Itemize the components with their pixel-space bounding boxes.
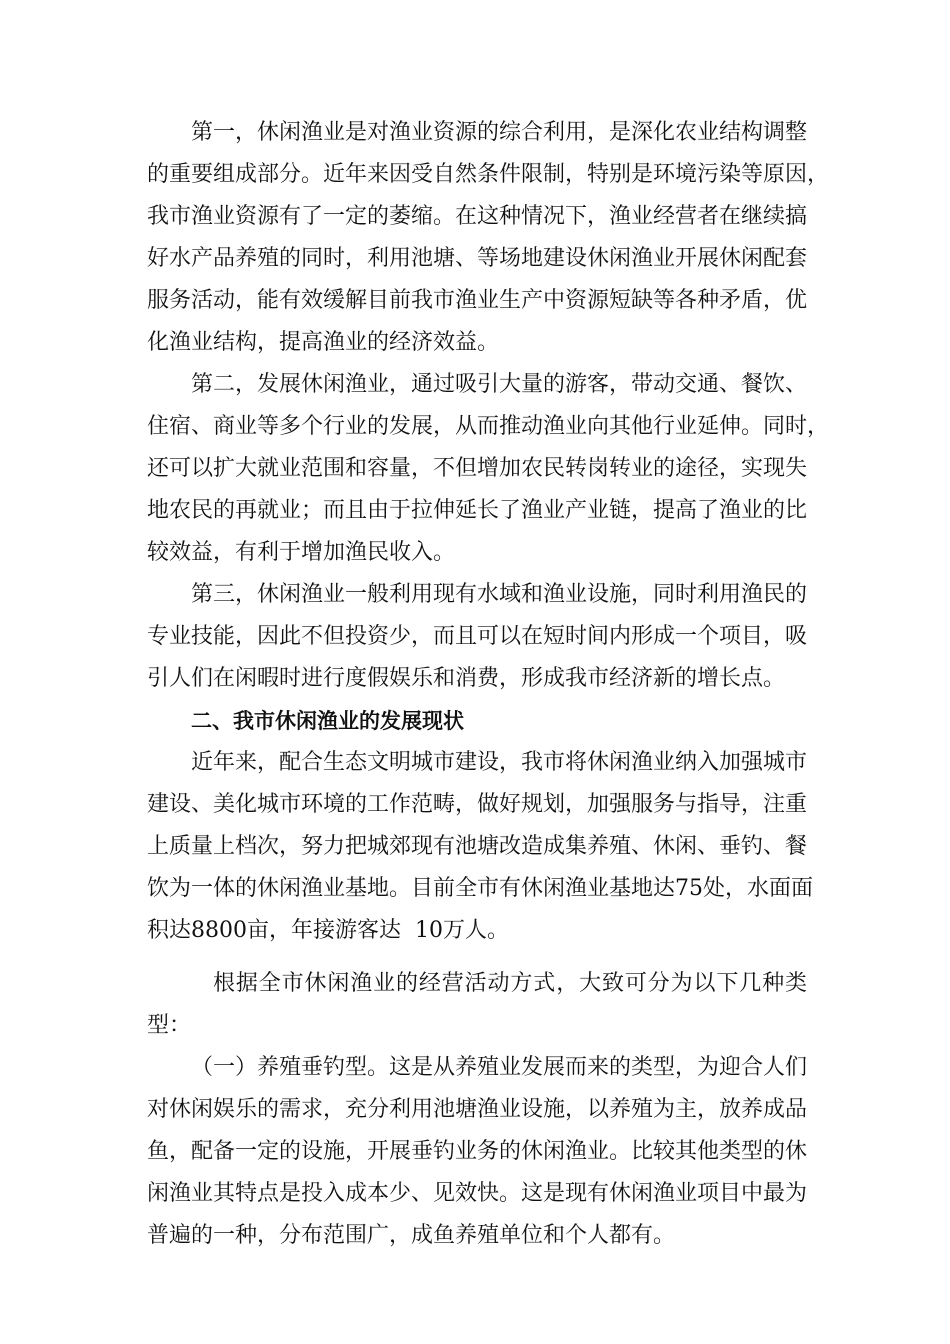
paragraph-2-line-4: 地农民的再就业；而且由于拉伸延长了渔业产业链，提高了渔业的比 — [147, 498, 808, 523]
paragraph-2-line-3: 还可以扩大就业范围和容量，不但增加农民转岗转业的途径，实现失 — [147, 456, 808, 481]
paragraph-4-line-2: 建设、美化城市环境的工作范畴，做好规划，加强服务与指导，注重 — [147, 792, 808, 817]
paragraph-4-line-4: 饮为一体的休闲渔业基地。目前全市有休闲渔业基地达75处，水面面 — [147, 876, 813, 901]
paragraph-3-line-2: 专业技能，因此不但投资少，而且可以在短时间内形成一个项目，吸 — [147, 624, 808, 649]
paragraph-6-line-4: 闲渔业其特点是投入成本少、见效快。这是现有休闲渔业项目中最为 — [147, 1181, 808, 1206]
paragraph-4-line-1: 近年来，配合生态文明城市建设，我市将休闲渔业纳入加强城市 — [191, 750, 808, 775]
paragraph-5-line-2: 型： — [147, 1013, 192, 1038]
paragraph-1-line-2: 的重要组成部分。近年来因受自然条件限制，特别是环境污染等原因， — [147, 162, 830, 187]
paragraph-1-line-6: 化渔业结构，提高渔业的经济效益。 — [147, 330, 500, 355]
paragraph-5-line-1: 根据全市休闲渔业的经营活动方式，大致可分为以下几种类 — [213, 971, 807, 996]
paragraph-2-line-1: 第二，发展休闲渔业，通过吸引大量的游客，带动交通、餐饮、 — [191, 372, 808, 397]
paragraph-2-line-2: 住宿、商业等多个行业的发展，从而推动渔业向其他行业延伸。同时， — [147, 414, 830, 439]
paragraph-1-line-4: 好水产品养殖的同时，利用池塘、等场地建设休闲渔业开展休闲配套 — [147, 246, 808, 271]
paragraph-6-line-1: （一）养殖垂钓型。这是从养殖业发展而来的类型，为迎合人们 — [191, 1055, 808, 1080]
paragraph-1-line-5: 服务活动，能有效缓解目前我市渔业生产中资源短缺等各种矛盾，优 — [147, 288, 808, 313]
paragraph-6-line-5: 普遍的一种，分布范围广，成鱼养殖单位和个人都有。 — [147, 1223, 676, 1248]
paragraph-4-line-3: 上质量上档次，努力把城郊现有池塘改造成集养殖、休闲、垂钓、餐 — [147, 834, 808, 859]
paragraph-4-line-5: 积达8800亩，年接游客达 10万人。 — [147, 918, 509, 943]
paragraph-6-line-2: 对休闲娱乐的需求，充分利用池塘渔业设施，以养殖为主，放养成品 — [147, 1097, 808, 1122]
paragraph-2-line-5: 较效益，有利于增加渔民收入。 — [147, 540, 456, 565]
section-heading: 二、我市休闲渔业的发展现状 — [191, 709, 464, 733]
paragraph-3-line-1: 第三，休闲渔业一般利用现有水域和渔业设施，同时利用渔民的 — [191, 582, 808, 607]
paragraph-1-line-1: 第一，休闲渔业是对渔业资源的综合利用，是深化农业结构调整 — [191, 120, 808, 145]
paragraph-6-line-3: 鱼，配备一定的设施，开展垂钓业务的休闲渔业。比较其他类型的休 — [147, 1139, 808, 1164]
paragraph-3-line-3: 引人们在闲暇时进行度假娱乐和消费，形成我市经济新的增长点。 — [147, 666, 786, 691]
paragraph-1-line-3: 我市渔业资源有了一定的萎缩。在这种情况下，渔业经营者在继续搞 — [147, 204, 808, 229]
